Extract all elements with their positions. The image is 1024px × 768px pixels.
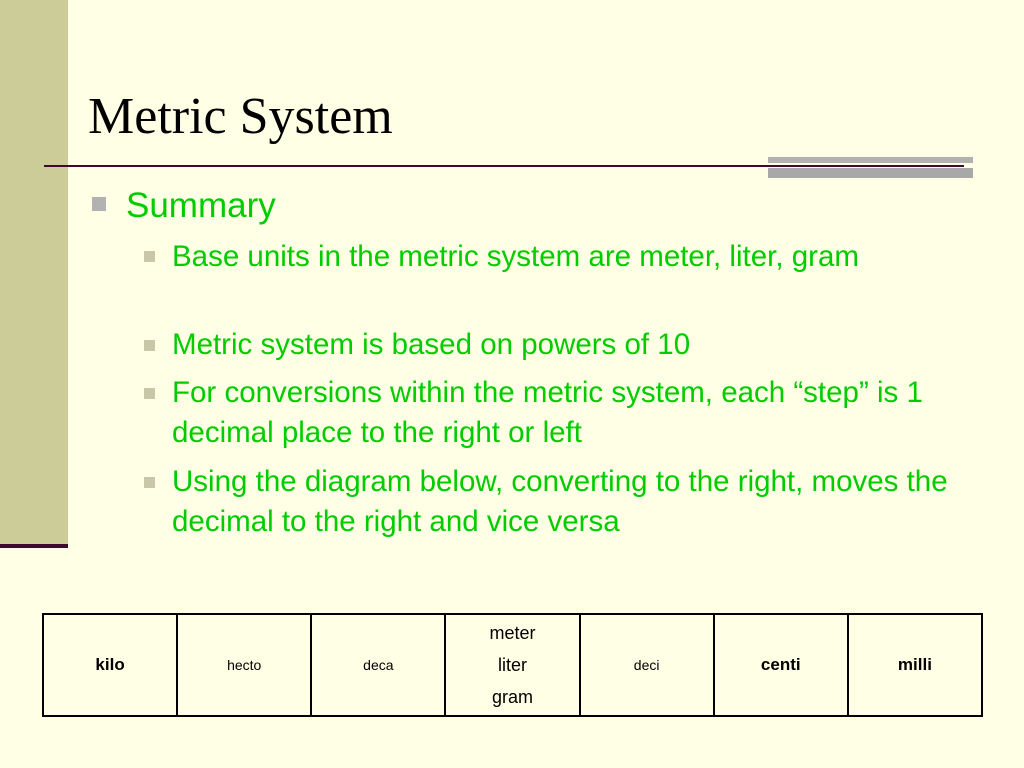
bullet-summary: Summary (126, 186, 276, 225)
bullet-base-units: Base units in the metric system are meter, liter, gram (172, 240, 859, 273)
square-bullet-icon (144, 388, 155, 399)
square-bullet-icon (144, 340, 155, 351)
metric-prefix-table (42, 613, 983, 717)
square-bullet-icon (92, 197, 106, 211)
bullet-diagram-direction: Using the diagram below, converting to the right, moves the decimal to the right and vice versa (172, 465, 948, 538)
prefix-cell-centi: centi (714, 614, 848, 716)
bullet-powers-of-ten: Metric system is based on powers of 10 (172, 328, 691, 361)
base-unit-meter: meter (489, 623, 536, 643)
left-decorative-band (0, 0, 68, 544)
prefix-cell-kilo: kilo (43, 614, 177, 716)
accent-bar-bottom (768, 168, 973, 178)
bullet-conversion-step: For conversions within the metric system, each “step” is 1 decimal place to the right or left (172, 376, 923, 449)
base-unit-liter: liter (497, 655, 527, 675)
prefix-cell-deca: deca (311, 614, 445, 716)
left-band-underline (0, 544, 68, 548)
base-unit-gram: gram (491, 687, 533, 707)
prefix-cell-milli: milli (848, 614, 982, 716)
prefix-cell-hecto: hecto (177, 614, 311, 716)
title-divider-accent (768, 157, 973, 178)
prefix-cell-base-units (445, 614, 579, 716)
accent-bar-top (768, 157, 973, 163)
table-row (43, 614, 982, 716)
square-bullet-icon (144, 477, 155, 488)
square-bullet-icon (144, 251, 155, 262)
slide-title: Metric System (88, 88, 393, 145)
prefix-cell-deci: deci (580, 614, 714, 716)
